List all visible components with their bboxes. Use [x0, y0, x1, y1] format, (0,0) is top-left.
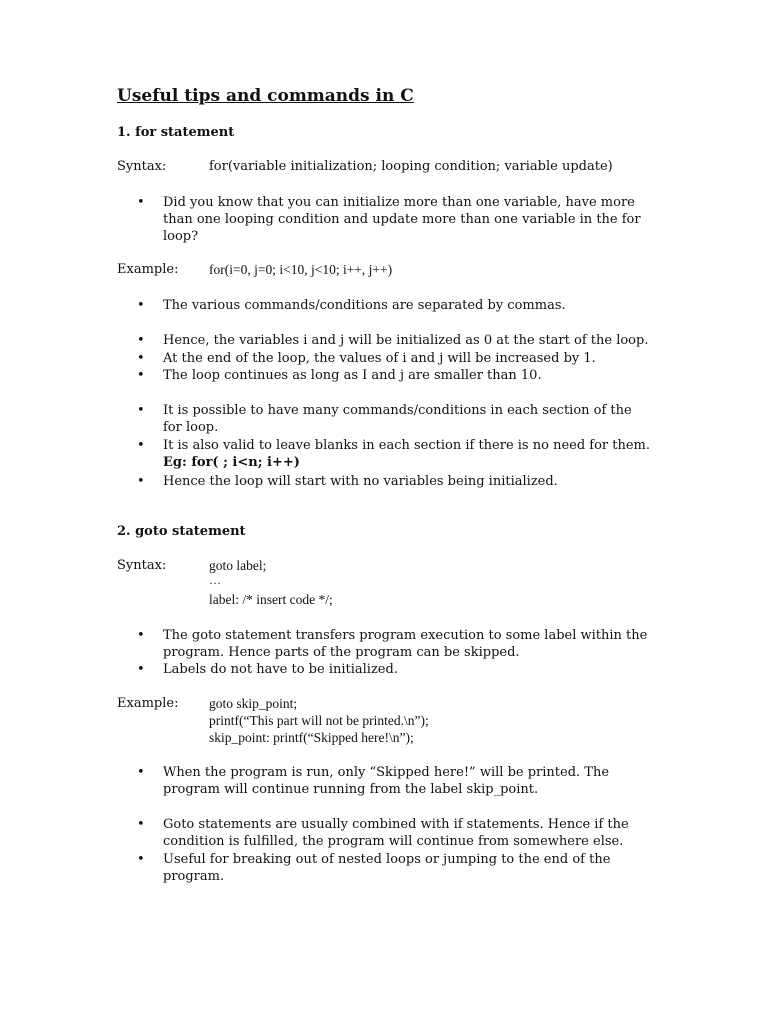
bullet-marker: • [137, 351, 145, 366]
syntax-label: Syntax: [117, 558, 167, 573]
syntax-label: Syntax: [117, 159, 167, 174]
bullet-marker: • [137, 852, 145, 867]
blank-note-text: It is also valid to leave blanks in each section if there is no need for them. [163, 438, 651, 453]
bullet-marker: • [137, 628, 145, 643]
bullet-text: When the program is run, only “Skipped here!” will be printed. The program will continue running from the label skip_point. [163, 765, 610, 797]
bullet-marker: • [137, 765, 145, 780]
bullet-marker: • [137, 368, 145, 383]
bullet-marker: • [137, 474, 145, 489]
bullet-text: Hence the loop will start with no variables being initialized. [163, 474, 558, 489]
bullet-marker: • [137, 817, 145, 832]
section-heading-goto: 2. goto statement [117, 524, 246, 539]
bullet-text: It is possible to have many commands/conditions in each section of the for loop. [163, 403, 632, 435]
bullet-marker: • [137, 438, 145, 453]
bullet-text: The various commands/conditions are separated by commas. [163, 298, 566, 313]
bullet-marker: • [137, 333, 145, 348]
bullet-marker: • [137, 662, 145, 677]
example-line: skip_point: printf(“Skipped here!\n”); [209, 730, 414, 745]
blank-example-code: Eg: for( ; i<n; i++) [163, 455, 300, 470]
bullet-marker: • [137, 298, 145, 313]
bullet-text: Did you know that you can initialize more than one variable, have more than one looping condition and update more than one variable in the for loop? [163, 195, 641, 244]
syntax-line: label: /* insert code */; [209, 592, 333, 607]
syntax-value [209, 159, 613, 174]
page-title: Useful tips and commands in C [117, 86, 414, 106]
example-label: Example: [117, 262, 179, 277]
bullet-marker: • [137, 403, 145, 418]
bullet-text: Goto statements are usually combined with if statements. Hence if the condition is fulfilled, the program will continue from somewhere else. [163, 817, 629, 849]
example-code: for(i=0, j=0; i<10, j<10; i++, j++) [209, 262, 393, 277]
section-heading-for: 1. for statement [117, 125, 235, 140]
bullet-text: At the end of the loop, the values of i and j will be increased by 1. [163, 351, 596, 366]
bullet-text: Labels do not have to be initialized. [163, 662, 398, 677]
bullet-text [163, 437, 653, 471]
example-line: printf(“This part will not be printed.\n”); [209, 713, 429, 728]
bullet-text: Useful for breaking out of nested loops or jumping to the end of the program. [163, 852, 611, 884]
syntax-ellipsis: … [209, 573, 222, 587]
syntax-line: goto label; [209, 558, 267, 573]
bullet-text: The goto statement transfers program execution to some label within the program. Hence parts of the program can be skipped. [163, 628, 648, 660]
bullet-text: Hence, the variables i and j will be initialized as 0 at the start of the loop. [163, 333, 649, 348]
example-line: goto skip_point; [209, 696, 298, 711]
example-label: Example: [117, 696, 179, 711]
syntax-value-text: for(variable initialization; looping condition; variable update) [209, 159, 613, 174]
bullet-text: The loop continues as long as I and j are smaller than 10. [163, 368, 542, 383]
bullet-marker: • [137, 195, 145, 210]
